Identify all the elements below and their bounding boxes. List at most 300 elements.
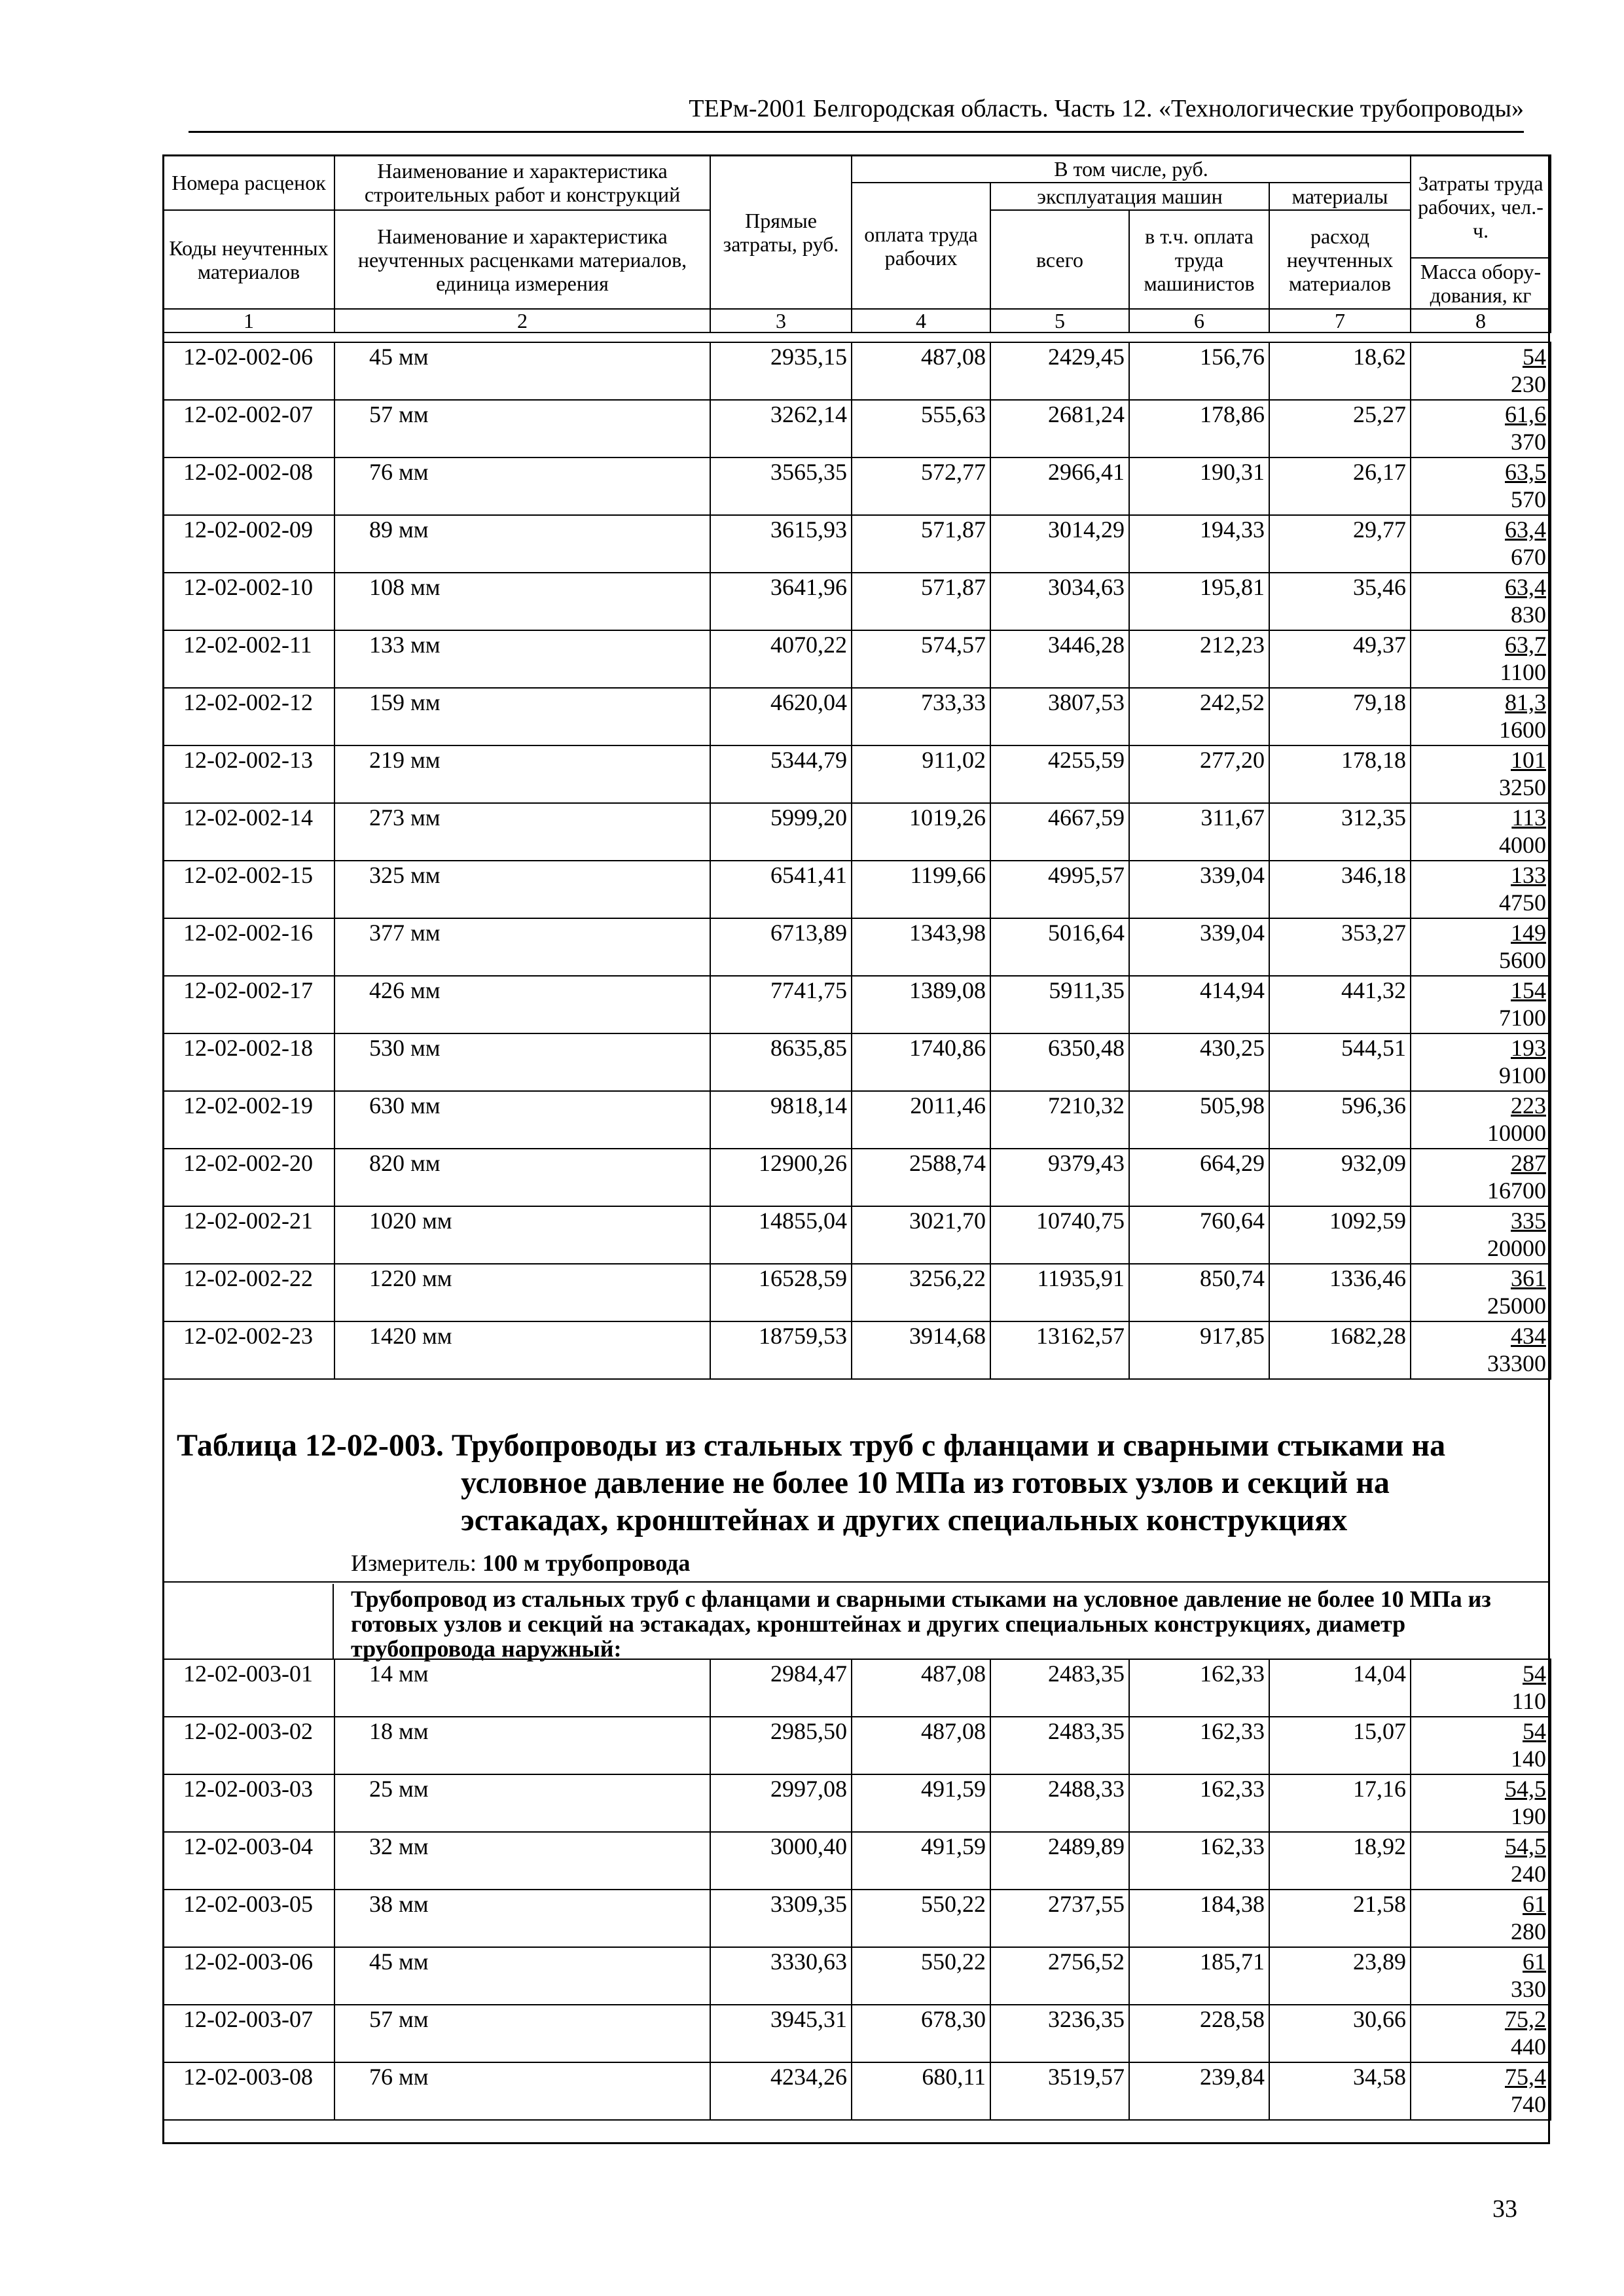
labor-and-mass-cell <box>1411 918 1551 976</box>
table-row <box>163 1091 1551 1149</box>
direct-costs-cell: 4620,04 <box>710 688 852 745</box>
materials-cell: 1682,28 <box>1269 1321 1411 1379</box>
labor-and-mass-cell <box>1411 1033 1551 1091</box>
machines-total-cell: 5016,64 <box>990 918 1129 976</box>
worker-wages-cell: 1019,26 <box>852 803 990 861</box>
col-head-equipment-mass: Масса обору-дования, кг <box>1411 258 1551 309</box>
table-row <box>163 1264 1551 1321</box>
col-number-6: 6 <box>1129 309 1269 332</box>
col-number-7: 7 <box>1269 309 1411 332</box>
rate-code-cell: 12-02-002-12 <box>163 688 334 745</box>
equipment-mass-value: 280 <box>1511 1918 1546 1945</box>
equipment-mass-value: 240 <box>1511 1861 1546 1887</box>
group-heading-text: Трубопровод из стальных труб с фланцами и сварными стыками на условное давление не более 10 МПа из готовых узлов и секций на эстакадах, кронштейнах и других специальных конструкциях, диаметр трубопровода наружный: <box>351 1586 1491 1662</box>
materials-cell: 312,35 <box>1269 803 1411 861</box>
labor-costs-value: 61,6 <box>1505 401 1546 427</box>
table-row <box>163 2005 1551 2062</box>
table-row <box>163 1206 1551 1264</box>
group-heading-row <box>162 1584 1550 1660</box>
worker-wages-cell: 487,08 <box>852 1717 990 1774</box>
labor-and-mass-cell <box>1411 1091 1551 1149</box>
worker-wages-cell: 571,87 <box>852 515 990 573</box>
running-header: ТЕРм-2001 Белгородская область. Часть 12. «Технологические трубопроводы» <box>689 95 1524 122</box>
worker-wages-cell: 1199,66 <box>852 861 990 918</box>
labor-and-mass-cell <box>1411 630 1551 688</box>
equipment-mass-value: 4750 <box>1499 889 1546 916</box>
machines-total-cell: 3519,57 <box>990 2062 1129 2120</box>
worker-wages-cell: 574,57 <box>852 630 990 688</box>
col-head-labor-costs: Затраты труда рабочих, чел.-ч. <box>1411 155 1551 258</box>
col-head-unaccounted-codes: Коды неучтенных материалов <box>163 210 334 309</box>
table-row <box>163 515 1551 573</box>
worker-wages-cell: 2011,46 <box>852 1091 990 1149</box>
labor-and-mass-cell <box>1411 745 1551 803</box>
worker-wages-cell: 1343,98 <box>852 918 990 976</box>
col-number-2: 2 <box>334 309 710 332</box>
labor-and-mass-cell <box>1411 457 1551 515</box>
labor-and-mass-cell <box>1411 2005 1551 2062</box>
labor-costs-value: 54,5 <box>1505 1776 1546 1802</box>
materials-cell: 1336,46 <box>1269 1264 1411 1321</box>
item-name-cell: 89 мм <box>334 515 710 573</box>
item-name-cell: 1420 мм <box>334 1321 710 1379</box>
labor-costs-value: 434 <box>1511 1323 1546 1349</box>
machines-total-cell: 10740,75 <box>990 1206 1129 1264</box>
col-head-material-name: Наименование и характеристика неучтенных расценками материалов, единица измерения <box>334 210 710 309</box>
labor-and-mass-cell <box>1411 976 1551 1033</box>
section-divider <box>162 1581 1550 1583</box>
item-name-cell: 14 мм <box>334 1659 710 1717</box>
machines-total-cell: 3014,29 <box>990 515 1129 573</box>
direct-costs-cell: 2984,47 <box>710 1659 852 1717</box>
table-title-line-2: условное давление не более 10 МПа из готовых узлов и секций на <box>461 1465 1390 1500</box>
machines-total-cell: 2737,55 <box>990 1890 1129 1947</box>
machines-total-cell: 2483,35 <box>990 1717 1129 1774</box>
materials-cell: 17,16 <box>1269 1774 1411 1832</box>
direct-costs-cell: 14855,04 <box>710 1206 852 1264</box>
labor-and-mass-cell <box>1411 1206 1551 1264</box>
rate-code-cell: 12-02-003-03 <box>163 1774 334 1832</box>
operator-wages-cell: 190,31 <box>1129 457 1269 515</box>
col-head-worker-wages: оплата труда рабочих <box>852 183 990 309</box>
direct-costs-cell: 3641,96 <box>710 573 852 630</box>
labor-costs-value: 133 <box>1511 862 1546 888</box>
operator-wages-cell: 760,64 <box>1129 1206 1269 1264</box>
labor-costs-value: 335 <box>1511 1208 1546 1234</box>
machines-total-cell: 3446,28 <box>990 630 1129 688</box>
worker-wages-cell: 3914,68 <box>852 1321 990 1379</box>
labor-costs-value: 54 <box>1523 344 1546 370</box>
labor-and-mass-cell <box>1411 1832 1551 1890</box>
operator-wages-cell: 277,20 <box>1129 745 1269 803</box>
operator-wages-cell: 162,33 <box>1129 1832 1269 1890</box>
item-name-cell: 820 мм <box>334 1149 710 1206</box>
equipment-mass-value: 7100 <box>1499 1005 1546 1031</box>
direct-costs-cell: 6713,89 <box>710 918 852 976</box>
materials-cell: 23,89 <box>1269 1947 1411 2005</box>
rate-code-cell: 12-02-003-06 <box>163 1947 334 2005</box>
labor-costs-value: 149 <box>1511 920 1546 946</box>
header-rule <box>189 131 1524 133</box>
labor-and-mass-cell <box>1411 861 1551 918</box>
item-name-cell: 377 мм <box>334 918 710 976</box>
equipment-mass-value: 1600 <box>1499 717 1546 743</box>
labor-costs-value: 81,3 <box>1505 689 1546 715</box>
materials-cell: 35,46 <box>1269 573 1411 630</box>
machines-total-cell: 3236,35 <box>990 2005 1129 2062</box>
equipment-mass-value: 5600 <box>1499 947 1546 973</box>
operator-wages-cell: 917,85 <box>1129 1321 1269 1379</box>
col-number-4: 4 <box>852 309 990 332</box>
labor-costs-value: 287 <box>1511 1150 1546 1176</box>
worker-wages-cell: 487,08 <box>852 1659 990 1717</box>
rate-code-cell: 12-02-002-13 <box>163 745 334 803</box>
operator-wages-cell: 339,04 <box>1129 861 1269 918</box>
rate-code-cell: 12-02-003-08 <box>163 2062 334 2120</box>
materials-cell: 346,18 <box>1269 861 1411 918</box>
table-row <box>163 1659 1551 1717</box>
materials-cell: 26,17 <box>1269 457 1411 515</box>
operator-wages-cell: 311,67 <box>1129 803 1269 861</box>
measurement-unit-value: 100 м трубопровода <box>482 1550 691 1576</box>
labor-and-mass-cell <box>1411 688 1551 745</box>
rate-code-cell: 12-02-002-21 <box>163 1206 334 1264</box>
rate-code-cell: 12-02-002-17 <box>163 976 334 1033</box>
table-row <box>163 1149 1551 1206</box>
item-name-cell: 1020 мм <box>334 1206 710 1264</box>
machines-total-cell: 11935,91 <box>990 1264 1129 1321</box>
operator-wages-cell: 228,58 <box>1129 2005 1269 2062</box>
item-name-cell: 108 мм <box>334 573 710 630</box>
equipment-mass-value: 370 <box>1511 429 1546 455</box>
machines-total-cell: 9379,43 <box>990 1149 1129 1206</box>
operator-wages-cell: 505,98 <box>1129 1091 1269 1149</box>
col-head-including: В том числе, руб. <box>852 155 1411 183</box>
table-row <box>163 1890 1551 1947</box>
machines-total-cell: 2681,24 <box>990 400 1129 457</box>
labor-and-mass-cell <box>1411 1947 1551 2005</box>
rate-code-cell: 12-02-002-23 <box>163 1321 334 1379</box>
machines-total-cell: 2966,41 <box>990 457 1129 515</box>
table-title-line-3: эстакадах, кронштейнах и других специальных конструкциях <box>461 1503 1348 1537</box>
labor-costs-value: 193 <box>1511 1035 1546 1061</box>
operator-wages-cell: 184,38 <box>1129 1890 1269 1947</box>
worker-wages-cell: 733,33 <box>852 688 990 745</box>
equipment-mass-value: 16700 <box>1487 1177 1546 1204</box>
materials-cell: 353,27 <box>1269 918 1411 976</box>
direct-costs-cell: 3565,35 <box>710 457 852 515</box>
operator-wages-cell: 156,76 <box>1129 342 1269 400</box>
item-name-cell: 18 мм <box>334 1717 710 1774</box>
labor-costs-value: 63,7 <box>1505 632 1546 658</box>
direct-costs-cell: 16528,59 <box>710 1264 852 1321</box>
labor-and-mass-cell <box>1411 573 1551 630</box>
materials-cell: 178,18 <box>1269 745 1411 803</box>
table-row <box>163 803 1551 861</box>
table-row <box>163 1717 1551 1774</box>
table-row <box>163 573 1551 630</box>
table-row <box>163 1321 1551 1379</box>
labor-costs-value: 75,4 <box>1505 2064 1546 2090</box>
labor-costs-value: 61 <box>1523 1891 1546 1917</box>
table-row <box>163 1832 1551 1890</box>
materials-cell: 34,58 <box>1269 2062 1411 2120</box>
direct-costs-cell: 3000,40 <box>710 1832 852 1890</box>
machines-total-cell: 2429,45 <box>990 342 1129 400</box>
rate-code-cell: 12-02-002-18 <box>163 1033 334 1091</box>
rate-code-cell: 12-02-002-19 <box>163 1091 334 1149</box>
direct-costs-cell: 9818,14 <box>710 1091 852 1149</box>
operator-wages-cell: 850,74 <box>1129 1264 1269 1321</box>
operator-wages-cell: 664,29 <box>1129 1149 1269 1206</box>
direct-costs-cell: 18759,53 <box>710 1321 852 1379</box>
equipment-mass-value: 190 <box>1511 1803 1546 1829</box>
operator-wages-cell: 242,52 <box>1129 688 1269 745</box>
rate-code-cell: 12-02-002-09 <box>163 515 334 573</box>
rate-code-cell: 12-02-002-15 <box>163 861 334 918</box>
table-12-02-003-rows <box>162 1659 1551 2121</box>
table-row <box>163 861 1551 918</box>
equipment-mass-value: 33300 <box>1487 1350 1546 1376</box>
labor-and-mass-cell <box>1411 1659 1551 1717</box>
labor-and-mass-cell <box>1411 1717 1551 1774</box>
materials-cell: 79,18 <box>1269 688 1411 745</box>
machines-total-cell: 4255,59 <box>990 745 1129 803</box>
machines-total-cell: 13162,57 <box>990 1321 1129 1379</box>
item-name-cell: 76 мм <box>334 2062 710 2120</box>
machines-total-cell: 2756,52 <box>990 1947 1129 2005</box>
labor-costs-value: 63,5 <box>1505 459 1546 485</box>
equipment-mass-value: 4000 <box>1499 832 1546 858</box>
direct-costs-cell: 8635,85 <box>710 1033 852 1091</box>
labor-costs-value: 54,5 <box>1505 1833 1546 1859</box>
col-head-machines: эксплуатация машин <box>990 183 1269 210</box>
equipment-mass-value: 20000 <box>1487 1235 1546 1261</box>
col-head-direct-costs: Прямые затраты, руб. <box>710 155 852 309</box>
operator-wages-cell: 194,33 <box>1129 515 1269 573</box>
col-head-materials: материалы <box>1269 183 1411 210</box>
labor-costs-value: 61 <box>1523 1948 1546 1975</box>
labor-costs-value: 113 <box>1511 804 1546 831</box>
materials-cell: 49,37 <box>1269 630 1411 688</box>
materials-cell: 596,36 <box>1269 1091 1411 1149</box>
rate-code-cell: 12-02-003-07 <box>163 2005 334 2062</box>
rate-code-cell: 12-02-002-14 <box>163 803 334 861</box>
operator-wages-cell: 339,04 <box>1129 918 1269 976</box>
column-header-table <box>162 154 1551 333</box>
machines-total-cell: 4995,57 <box>990 861 1129 918</box>
item-name-cell: 133 мм <box>334 630 710 688</box>
equipment-mass-value: 670 <box>1511 544 1546 570</box>
materials-cell: 441,32 <box>1269 976 1411 1033</box>
worker-wages-cell: 911,02 <box>852 745 990 803</box>
labor-and-mass-cell <box>1411 1264 1551 1321</box>
labor-and-mass-cell <box>1411 2062 1551 2120</box>
table-row <box>163 745 1551 803</box>
item-name-cell: 1220 мм <box>334 1264 710 1321</box>
table-row <box>163 400 1551 457</box>
rate-code-cell: 12-02-002-10 <box>163 573 334 630</box>
machines-total-cell: 6350,48 <box>990 1033 1129 1091</box>
measurement-unit <box>351 1549 690 1577</box>
materials-cell: 30,66 <box>1269 2005 1411 2062</box>
machines-total-cell: 3034,63 <box>990 573 1129 630</box>
page-number: 33 <box>1492 2195 1517 2223</box>
worker-wages-cell: 571,87 <box>852 573 990 630</box>
direct-costs-cell: 3615,93 <box>710 515 852 573</box>
col-number-1: 1 <box>163 309 334 332</box>
direct-costs-cell: 5344,79 <box>710 745 852 803</box>
direct-costs-cell: 4234,26 <box>710 2062 852 2120</box>
worker-wages-cell: 2588,74 <box>852 1149 990 1206</box>
direct-costs-cell: 2985,50 <box>710 1717 852 1774</box>
machines-total-cell: 7210,32 <box>990 1091 1129 1149</box>
machines-total-cell: 4667,59 <box>990 803 1129 861</box>
col-head-rate-number: Номера расценок <box>163 155 334 210</box>
materials-cell: 21,58 <box>1269 1890 1411 1947</box>
item-name-cell: 325 мм <box>334 861 710 918</box>
worker-wages-cell: 3021,70 <box>852 1206 990 1264</box>
group-heading-code-cell <box>162 1584 334 1660</box>
equipment-mass-value: 570 <box>1511 486 1546 512</box>
item-name-cell: 530 мм <box>334 1033 710 1091</box>
direct-costs-cell: 2997,08 <box>710 1774 852 1832</box>
materials-cell: 932,09 <box>1269 1149 1411 1206</box>
labor-costs-value: 54 <box>1523 1718 1546 1744</box>
item-name-cell: 76 мм <box>334 457 710 515</box>
equipment-mass-value: 440 <box>1511 2034 1546 2060</box>
rate-code-cell: 12-02-002-11 <box>163 630 334 688</box>
operator-wages-cell: 162,33 <box>1129 1717 1269 1774</box>
table-row <box>163 1774 1551 1832</box>
item-name-cell: 57 мм <box>334 2005 710 2062</box>
equipment-mass-value: 3250 <box>1499 774 1546 800</box>
labor-costs-value: 63,4 <box>1505 516 1546 543</box>
labor-costs-value: 154 <box>1511 977 1546 1003</box>
table-row <box>163 1947 1551 2005</box>
col-head-operator-wages: в т.ч. оплата труда машинистов <box>1129 210 1269 309</box>
equipment-mass-value: 830 <box>1511 601 1546 628</box>
item-name-cell: 159 мм <box>334 688 710 745</box>
labor-and-mass-cell <box>1411 1321 1551 1379</box>
table-row <box>163 918 1551 976</box>
direct-costs-cell: 3262,14 <box>710 400 852 457</box>
item-name-cell: 57 мм <box>334 400 710 457</box>
labor-and-mass-cell <box>1411 1890 1551 1947</box>
item-name-cell: 219 мм <box>334 745 710 803</box>
materials-cell: 1092,59 <box>1269 1206 1411 1264</box>
item-name-cell: 45 мм <box>334 1947 710 2005</box>
operator-wages-cell: 162,33 <box>1129 1659 1269 1717</box>
rate-code-cell: 12-02-002-22 <box>163 1264 334 1321</box>
direct-costs-cell: 4070,22 <box>710 630 852 688</box>
col-number-3: 3 <box>710 309 852 332</box>
worker-wages-cell: 678,30 <box>852 2005 990 2062</box>
equipment-mass-value: 230 <box>1511 371 1546 397</box>
table-row <box>163 688 1551 745</box>
rate-code-cell: 12-02-002-20 <box>163 1149 334 1206</box>
table-row <box>163 457 1551 515</box>
direct-costs-cell: 3309,35 <box>710 1890 852 1947</box>
worker-wages-cell: 572,77 <box>852 457 990 515</box>
item-name-cell: 630 мм <box>334 1091 710 1149</box>
labor-and-mass-cell <box>1411 1149 1551 1206</box>
labor-costs-value: 63,4 <box>1505 574 1546 600</box>
equipment-mass-value: 9100 <box>1499 1062 1546 1088</box>
rate-code-cell: 12-02-002-06 <box>163 342 334 400</box>
equipment-mass-value: 10000 <box>1487 1120 1546 1146</box>
equipment-mass-value: 330 <box>1511 1976 1546 2002</box>
item-name-cell: 25 мм <box>334 1774 710 1832</box>
labor-costs-value: 223 <box>1511 1092 1546 1119</box>
operator-wages-cell: 162,33 <box>1129 1774 1269 1832</box>
table-row <box>163 1033 1551 1091</box>
rate-code-cell: 12-02-002-07 <box>163 400 334 457</box>
labor-and-mass-cell <box>1411 400 1551 457</box>
item-name-cell: 38 мм <box>334 1890 710 1947</box>
operator-wages-cell: 212,23 <box>1129 630 1269 688</box>
materials-cell: 18,92 <box>1269 1832 1411 1890</box>
direct-costs-cell: 3945,31 <box>710 2005 852 2062</box>
worker-wages-cell: 550,22 <box>852 1947 990 2005</box>
item-name-cell: 273 мм <box>334 803 710 861</box>
col-head-machines-total: всего <box>990 210 1129 309</box>
worker-wages-cell: 1740,86 <box>852 1033 990 1091</box>
machines-total-cell: 2489,89 <box>990 1832 1129 1890</box>
rate-code-cell: 12-02-002-08 <box>163 457 334 515</box>
operator-wages-cell: 239,84 <box>1129 2062 1269 2120</box>
equipment-mass-value: 1100 <box>1500 659 1546 685</box>
direct-costs-cell: 7741,75 <box>710 976 852 1033</box>
materials-cell: 25,27 <box>1269 400 1411 457</box>
materials-cell: 18,62 <box>1269 342 1411 400</box>
materials-cell: 14,04 <box>1269 1659 1411 1717</box>
rate-code-cell: 12-02-003-01 <box>163 1659 334 1717</box>
worker-wages-cell: 3256,22 <box>852 1264 990 1321</box>
equipment-mass-value: 25000 <box>1487 1293 1546 1319</box>
labor-and-mass-cell <box>1411 1774 1551 1832</box>
table-row <box>163 2062 1551 2120</box>
rate-code-cell: 12-02-002-16 <box>163 918 334 976</box>
labor-and-mass-cell <box>1411 803 1551 861</box>
operator-wages-cell: 430,25 <box>1129 1033 1269 1091</box>
item-name-cell: 32 мм <box>334 1832 710 1890</box>
worker-wages-cell: 1389,08 <box>852 976 990 1033</box>
table-title-line-1: Таблица 12-02-003. Трубопроводы из стальных труб с фланцами и сварными стыками на <box>177 1428 1446 1463</box>
item-name-cell: 426 мм <box>334 976 710 1033</box>
table-row <box>163 976 1551 1033</box>
machines-total-cell: 2488,33 <box>990 1774 1129 1832</box>
labor-and-mass-cell <box>1411 342 1551 400</box>
labor-costs-value: 54 <box>1523 1660 1546 1687</box>
col-number-5: 5 <box>990 309 1129 332</box>
labor-costs-value: 101 <box>1511 747 1546 773</box>
worker-wages-cell: 680,11 <box>852 2062 990 2120</box>
labor-costs-value: 75,2 <box>1505 2006 1546 2032</box>
col-head-material-consumption: расход неучтенных материалов <box>1269 210 1411 309</box>
table-12-02-003-title <box>177 1427 1538 1539</box>
operator-wages-cell: 185,71 <box>1129 1947 1269 2005</box>
table-row <box>163 342 1551 400</box>
direct-costs-cell: 6541,41 <box>710 861 852 918</box>
direct-costs-cell: 5999,20 <box>710 803 852 861</box>
materials-cell: 544,51 <box>1269 1033 1411 1091</box>
machines-total-cell: 3807,53 <box>990 688 1129 745</box>
worker-wages-cell: 491,59 <box>852 1774 990 1832</box>
worker-wages-cell: 487,08 <box>852 342 990 400</box>
materials-cell: 29,77 <box>1269 515 1411 573</box>
direct-costs-cell: 12900,26 <box>710 1149 852 1206</box>
